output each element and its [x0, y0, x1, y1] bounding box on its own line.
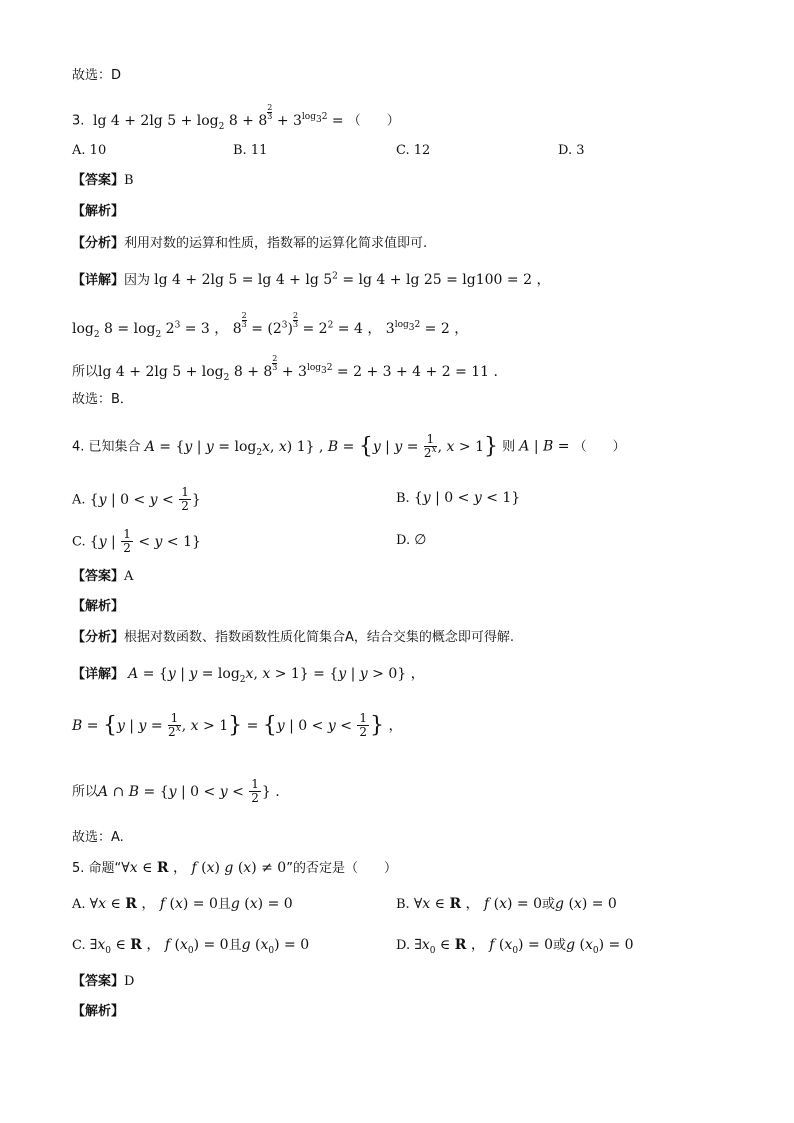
q3-answer: 【答案】B [72, 173, 134, 188]
q4-analysis-heading: 【解析】 [72, 599, 125, 614]
q4-detail-line1: 【详解】 A = {y | $y = \log_2x$, x > 1} = {y | y > 0} ， [72, 666, 425, 685]
q4-option-b: B. {y | 0 < y < 1} [396, 490, 521, 506]
q3-conclusion: 故选：B． [72, 392, 133, 407]
q3-detail-line1: 【详解】因为 lg 4 + 2lg $5 = \lg 4 + \lg 5^2 = \lg 4 + \lg 25 = \lg 100 = 2$ ， [72, 271, 551, 288]
q3-number: 3. [72, 113, 85, 129]
q4-option-c: C. {y | $\frac{1}{2}$ < y < 1} [72, 527, 201, 555]
q4-option-a: A. {y | 0 < y < $\frac{1}{2}$ } [72, 485, 201, 513]
q4-detail-line3: 所以A ∩ B = {y | 0 < y < $\frac{1}{2}$ } . [72, 777, 280, 805]
q2-conclusion: 故选：D [72, 68, 122, 83]
q5-option-b: B. ∀x ∈ R ， f (x) = 0或g (x) = 0 [396, 896, 617, 912]
q3-blank: （ ） [347, 113, 400, 129]
q3-stem [72, 104, 400, 132]
q3-option-c: C. 12 [396, 143, 431, 158]
q4-answer: 【答案】A [72, 569, 134, 584]
q3-option-a: A. 10 [72, 143, 107, 158]
q4-detail-line2: B = {y | y = $\frac{1}{2^x}$ , x > 1} = {y | 0 < y < $\frac{1}{2}$ } ， [72, 711, 403, 739]
q5-option-d: D. $\exists x_0$ ∈ R ， f $(x_0) = 0$或g $(x_0) = 0$ [396, 937, 634, 956]
q3-option-b: B. 11 [233, 143, 268, 158]
q5-analysis-heading: 【解析】 [72, 1004, 125, 1019]
q4-conclusion: 故选：A. [72, 830, 124, 845]
q3-detail-line3: 所以lg 4 + 2lg $5 + \log_2 8 + 8$ $\frac{2}{3}$ + $3^{log_32} = 2 + 3 + 4 + 2 = 11$ . [72, 354, 498, 383]
q3-option-d: D. 3 [558, 143, 585, 158]
q4-option-d: D. ∅ [396, 532, 427, 548]
q4-fenxi: 【分析】根据对数函数、指数函数性质化简集合A，结合交集的概念即可得解. [72, 630, 515, 645]
q5-option-c: C. $\exists x_0$ ∈ R ， f $(x_0) = 0$且g $(x_0) = 0$ [72, 937, 310, 956]
q3-analysis-heading: 【解析】 [72, 204, 125, 219]
q3-fenxi: 【分析】利用对数的运算和性质，指数幂的运算化简求值即可. [72, 236, 428, 251]
q5-answer: 【答案】D [72, 974, 135, 989]
q3-expression: lg 4 + 2lg $5 + \log_2 8 + 8$ $\frac{2}{3}$ + $3^{log_32}$ = [88, 103, 344, 132]
q5-option-a: A. ∀x ∈ R ， f (x) = 0且g (x) = 0 [72, 896, 293, 912]
q3-detail-line2: $\log_2 8 = \log_2 2^3 = 3$ ， 8 $\frac{2}{3}$ = $(2^3)$ $\frac{2}{3}$ = $2^2 = 4$ ， $3^{log_32} = 2$ ， [72, 311, 469, 340]
q4-stem: 4. 已知集合 A = {y | $y = \log_2x$, x) 1} , B = {y | y = $\frac{1}{2^x}$ , x > 1} 则 A | B = （ ） [72, 432, 626, 460]
answer-tag: 【答案】 [72, 173, 125, 188]
q5-stem: 5. 命题“∀x ∈ R ， f (x) g (x) ≠ 0”的否定是（ ） [72, 860, 397, 876]
